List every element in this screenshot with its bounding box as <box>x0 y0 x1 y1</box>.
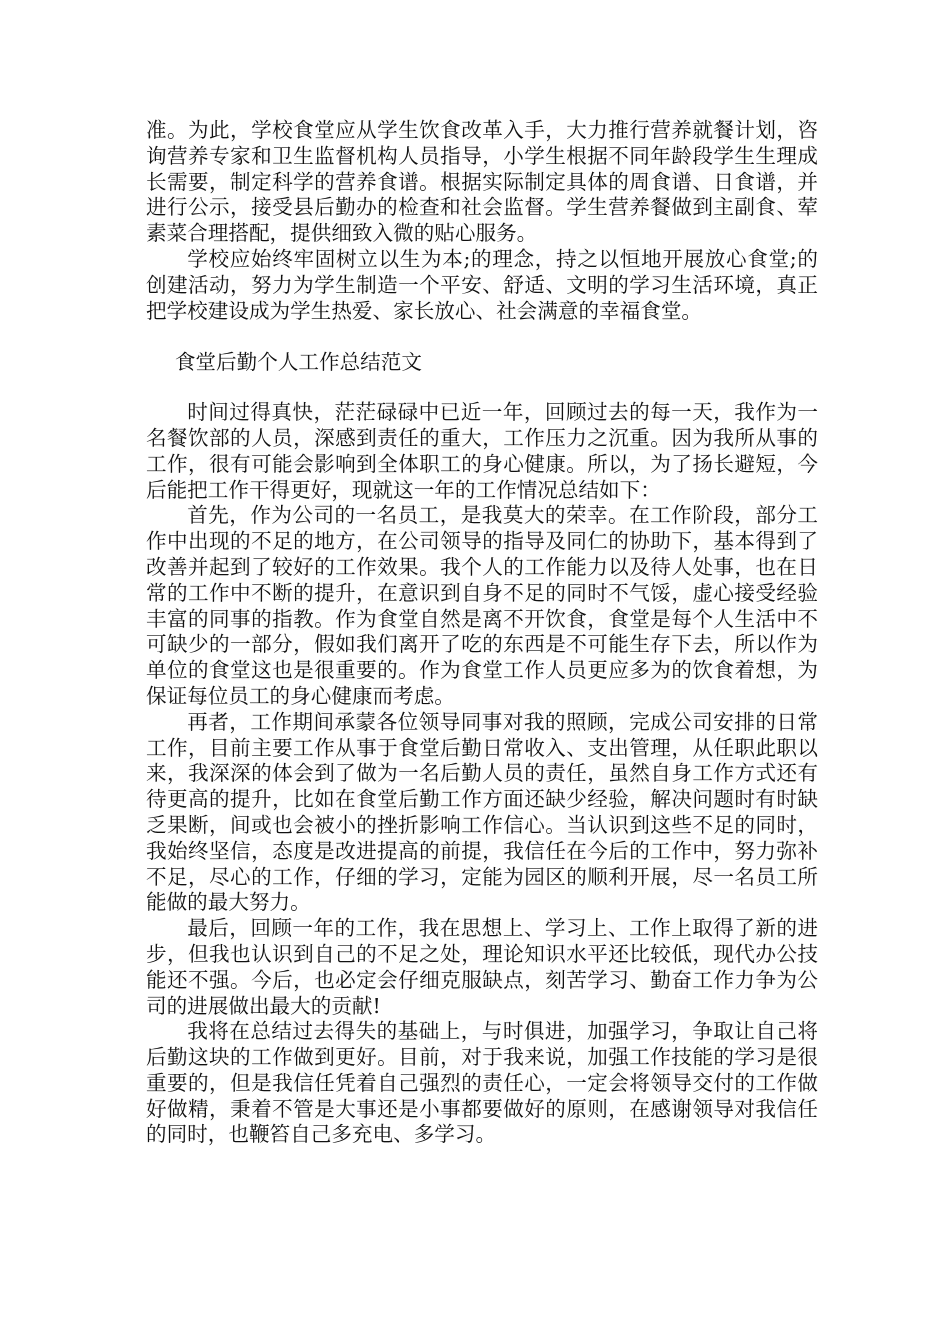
paragraph-school-philosophy: 学校应始终牢固树立以生为本;的理念，持之以恒地开展放心食堂;的创建活动，努力为学生制造一个平安、舒适、文明的学习生活环境，真正把学校建设成为学生热爱、家长放心、社会满意的幸福食堂。 <box>146 246 818 323</box>
paragraph-closing: 我将在总结过去得失的基础上，与时俱进，加强学习，争取让自己将后勤这块的工作做到更好。目前，对于我来说，加强工作技能的学习是很重要的，但是我信任凭着自己强烈的责任心，一定会将领导交付的工作做好做精，秉着不管是大事还是小事都要做好的原则，在感谢领导对我信任的同时，也鞭笞自己多充电、多学习。 <box>146 1019 818 1147</box>
paragraph-first: 首先，作为公司的一名员工，是我莫大的荣幸。在工作阶段，部分工作中出现的不足的地方，在公司领导的指导及同仁的协助下，基本得到了改善并起到了较好的工作效果。我个人的工作能力以及待人处事，也在日常的工作中不断的提升，在意识到自身不足的同时不气馁，虚心接受经验丰富的同事的指教。作为食堂自然是离不开饮食，食堂是每个人生活中不可缺少的一部分，假如我们离开了吃的东西是不可能生存下去，所以作为单位的食堂这也是很重要的。作为食堂工作人员更应多为的饮食着想，为保证每位员工的身心健康而考虑。 <box>146 503 818 708</box>
paragraph-finally: 最后，回顾一年的工作，我在思想上、学习上、工作上取得了新的进步，但我也认识到自己的不足之处，理论知识水平还比较低，现代办公技能还不强。今后，也必定会仔细克服缺点，刻苦学习、勤奋工作力争为公司的进展做出最大的贡献! <box>146 916 818 1018</box>
section-heading: 食堂后勤个人工作总结范文 <box>174 350 422 375</box>
paragraph-intro: 时间过得真快，茫茫碌碌中已近一年，回顾过去的每一天，我作为一名餐饮部的人员，深感到责任的重大，工作压力之沉重。因为我所从事的工作，很有可能会影响到全体职工的身心健康。所以，为了扬长避短，今后能把工作干得更好，现就这一年的工作情况总结如下： <box>146 400 818 502</box>
paragraph-continued: 准。为此，学校食堂应从学生饮食改革入手，大力推行营养就餐计划，咨询营养专家和卫生监督机构人员指导，小学生根据不同年龄段学生生理成长需要，制定科学的营养食谱。根据实际制定具体的周食谱、日食谱，并进行公示，接受县后勤办的检查和社会监督。学生营养餐做到主副食、荤素菜合理搭配，提供细致入微的贴心服务。 <box>146 118 818 246</box>
document-content <box>146 118 818 1148</box>
paragraph-second: 再者，工作期间承蒙各位领导同事对我的照顾，完成公司安排的日常工作，目前主要工作从事于食堂后勤日常收入、支出管理，从任职此职以来，我深深的体会到了做为一名后勤人员的责任，虽然自身工作方式还有待更高的提升，比如在食堂后勤工作方面还缺少经验，解决问题时有时缺乏果断，间或也会被小的挫折影响工作信心。当认识到这些不足的同时，我始终坚信，态度是改进提高的前提，我信任在今后的工作中，努力弥补不足，尽心的工作，仔细的学习，定能为园区的顺利开展，尽一名员工所能做的最大努力。 <box>146 709 818 915</box>
